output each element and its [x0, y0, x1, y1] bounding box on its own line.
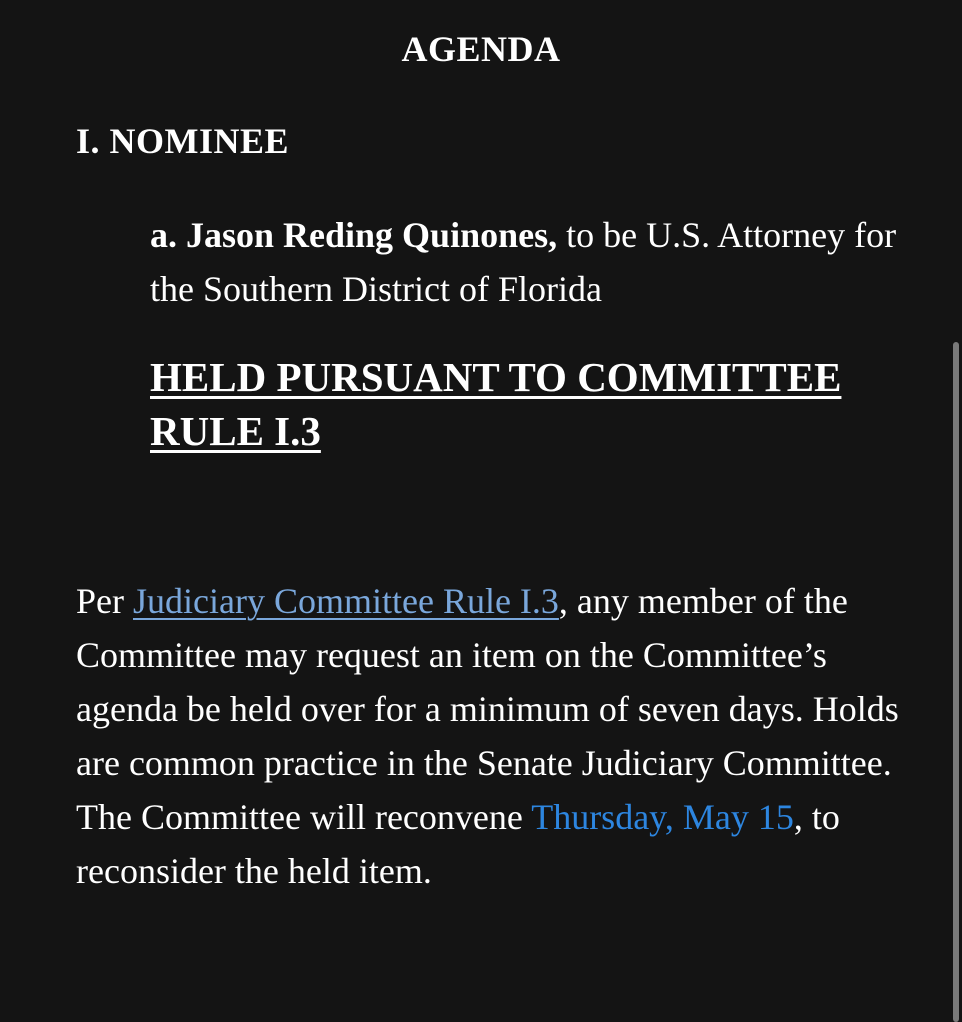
hold-explanation-paragraph: [76, 574, 906, 898]
held-notice: HELD PURSUANT TO COMMITTEE RULE I.3: [150, 354, 842, 454]
scrollbar-thumb[interactable]: [953, 342, 959, 1022]
section-heading-nominee: I. NOMINEE: [76, 121, 290, 161]
nominee-description: to be U.S. Attorney for the Southern District of Florida: [150, 215, 897, 309]
scrollbar[interactable]: [952, 0, 962, 1000]
nominee-item: [150, 208, 910, 316]
paragraph-text-3: , to reconsider the held item.: [76, 797, 840, 891]
nominee-name: a. Jason Reding Quinones,: [150, 215, 558, 255]
reconvene-date-link[interactable]: Thursday, May 15: [531, 797, 794, 837]
paragraph-text-2: , any member of the Committee may request an item on the Committee’s agenda be held over for a minimum of seven days. Holds are common practice in the Senate Judiciary Committee. The Committee will reconvene: [76, 581, 899, 837]
committee-rule-link[interactable]: Judiciary Committee Rule I.3: [133, 581, 559, 621]
paragraph-text-1: Per: [76, 581, 133, 621]
page-title: AGENDA: [401, 29, 561, 69]
